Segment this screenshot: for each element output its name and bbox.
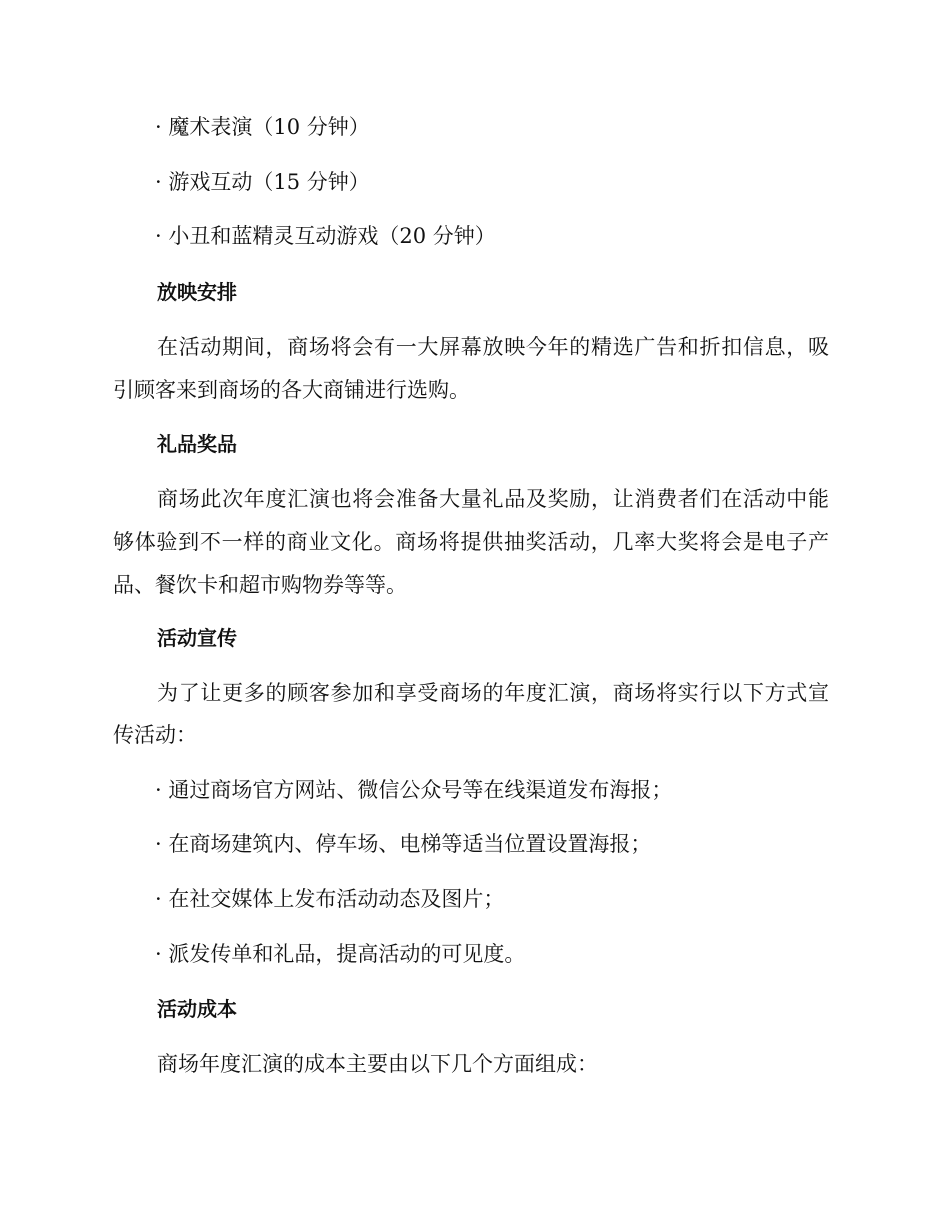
paragraph-line: 品、餐饮卡和超市购物券等等。 [113, 573, 407, 597]
section-heading-promo: 活动宣传 [157, 626, 237, 650]
list-item: · 在商场建筑内、停车场、电梯等适当位置设置海报； [155, 832, 652, 856]
paragraph-line: 商场此次年度汇演也将会准备大量礼品及奖励，让消费者们在活动中能 [157, 487, 829, 511]
section-heading-screening: 放映安排 [157, 280, 237, 304]
section-heading-gifts: 礼品奖品 [157, 432, 237, 456]
paragraph-line: 在活动期间，商场将会有一大屏幕放映今年的精选广告和折扣信息，吸 [157, 335, 829, 359]
list-item: · 魔术表演（10 分钟） [155, 115, 370, 139]
list-item: · 通过商场官方网站、微信公众号等在线渠道发布海报； [155, 778, 673, 802]
list-item: · 在社交媒体上发布活动动态及图片； [155, 887, 505, 911]
section-heading-cost: 活动成本 [157, 997, 237, 1021]
paragraph-line: 传活动： [113, 723, 197, 747]
paragraph-line: 为了让更多的顾客参加和享受商场的年度汇演，商场将实行以下方式宣 [157, 681, 829, 705]
paragraph-line: 够体验到不一样的商业文化。商场将提供抽奖活动，几率大奖将会是电子产 [113, 530, 829, 554]
paragraph-line: 引顾客来到商场的各大商铺进行选购。 [113, 378, 470, 402]
list-item: · 派发传单和礼品，提高活动的可见度。 [155, 942, 526, 966]
paragraph-line: 商场年度汇演的成本主要由以下几个方面组成： [157, 1052, 598, 1076]
list-item: · 游戏互动（15 分钟） [155, 170, 370, 194]
list-item: · 小丑和蓝精灵互动游戏（20 分钟） [155, 224, 496, 248]
